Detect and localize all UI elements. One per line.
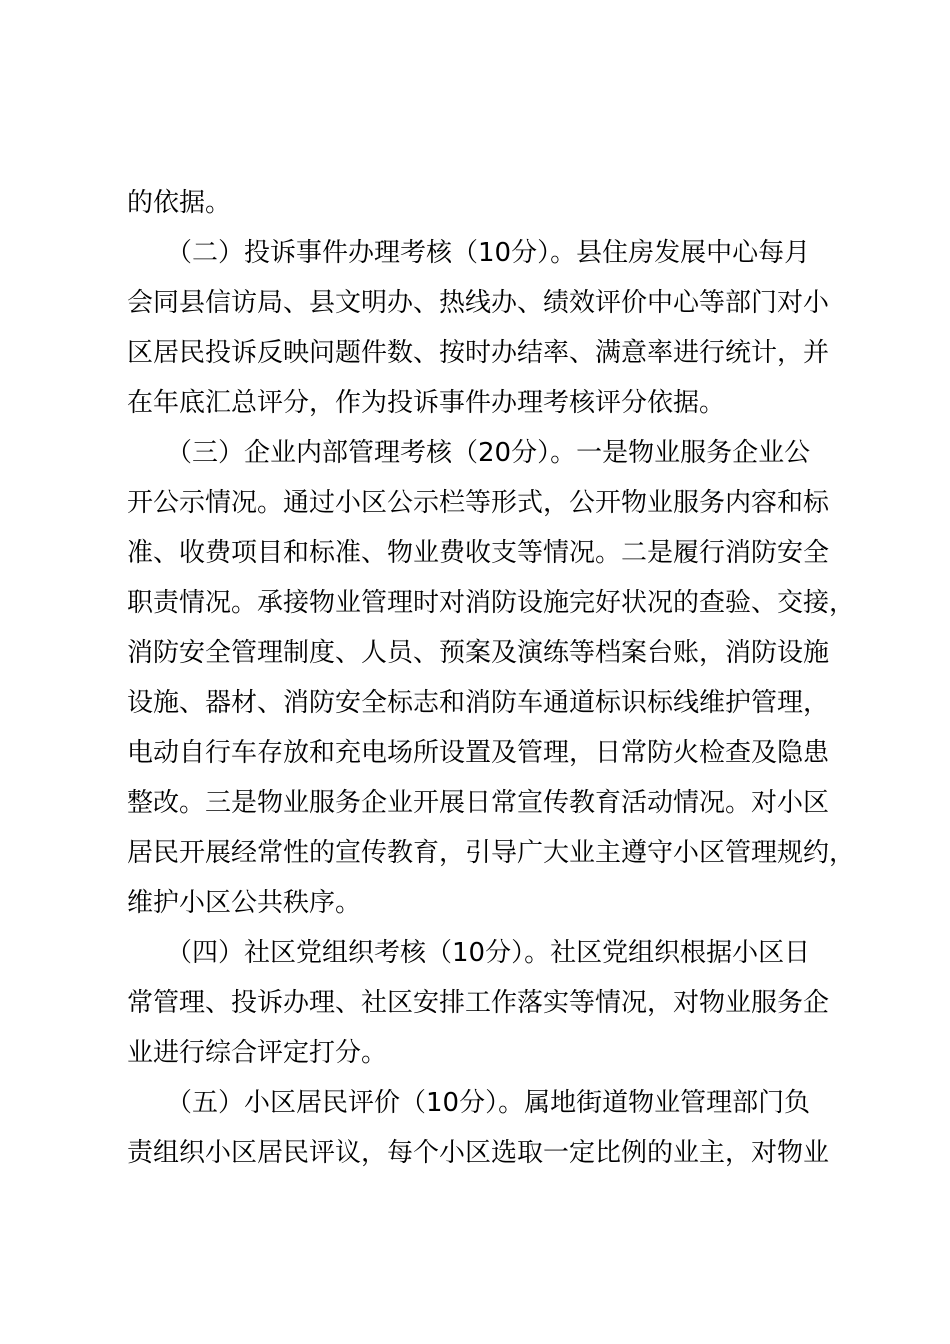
text-line: 消防安全管理制度、人员、预案及演练等档案台账，消防设施	[127, 638, 830, 668]
text-line: （三）企业内部管理考核（20分）。一是物业服务企业公	[127, 438, 811, 468]
text-line: 在年底汇总评分，作为投诉事件办理考核评分依据。	[127, 388, 726, 418]
text-line: 常管理、投诉办理、社区安排工作落实等情况，对物业服务企	[127, 988, 830, 1018]
text-line: 会同县信访局、县文明办、热线办、绩效评价中心等部门对小	[127, 288, 830, 318]
text-line: 区居民投诉反映问题件数、按时办结率、满意率进行统计，并	[127, 338, 830, 368]
text-line: 的依据。	[127, 188, 232, 218]
text-line: 设施、器材、消防安全标志和消防车通道标识标线维护管理，	[127, 688, 830, 718]
body-text	[127, 178, 856, 1178]
text-line: 电动自行车存放和充电场所设置及管理，日常防火检查及隐患	[127, 738, 830, 768]
text-line: 开公示情况。通过小区公示栏等形式，公开物业服务内容和标	[127, 488, 830, 518]
text-line: 整改。三是物业服务企业开展日常宣传教育活动情况。对小区	[127, 788, 830, 818]
text-line: （五）小区居民评价（10分）。属地街道物业管理部门负	[127, 1088, 811, 1118]
text-line: 维护小区公共秩序。	[127, 888, 362, 918]
text-line: 业进行综合评定打分。	[127, 1038, 388, 1068]
text-line: 居民开展经常性的宣传教育，引导广大业主遵守小区管理规约，	[127, 838, 856, 868]
text-line: 职责情况。承接物业管理时对消防设施完好状况的查验、交接，	[127, 588, 856, 618]
text-line: 准、收费项目和标准、物业费收支等情况。二是履行消防安全	[127, 538, 830, 568]
text-line: 责组织小区居民评议，每个小区选取一定比例的业主，对物业	[127, 1138, 830, 1168]
text-line: （二）投诉事件办理考核（10分）。县住房发展中心每月	[127, 238, 811, 268]
text-line: （四）社区党组织考核（10分）。社区党组织根据小区日	[127, 938, 811, 968]
